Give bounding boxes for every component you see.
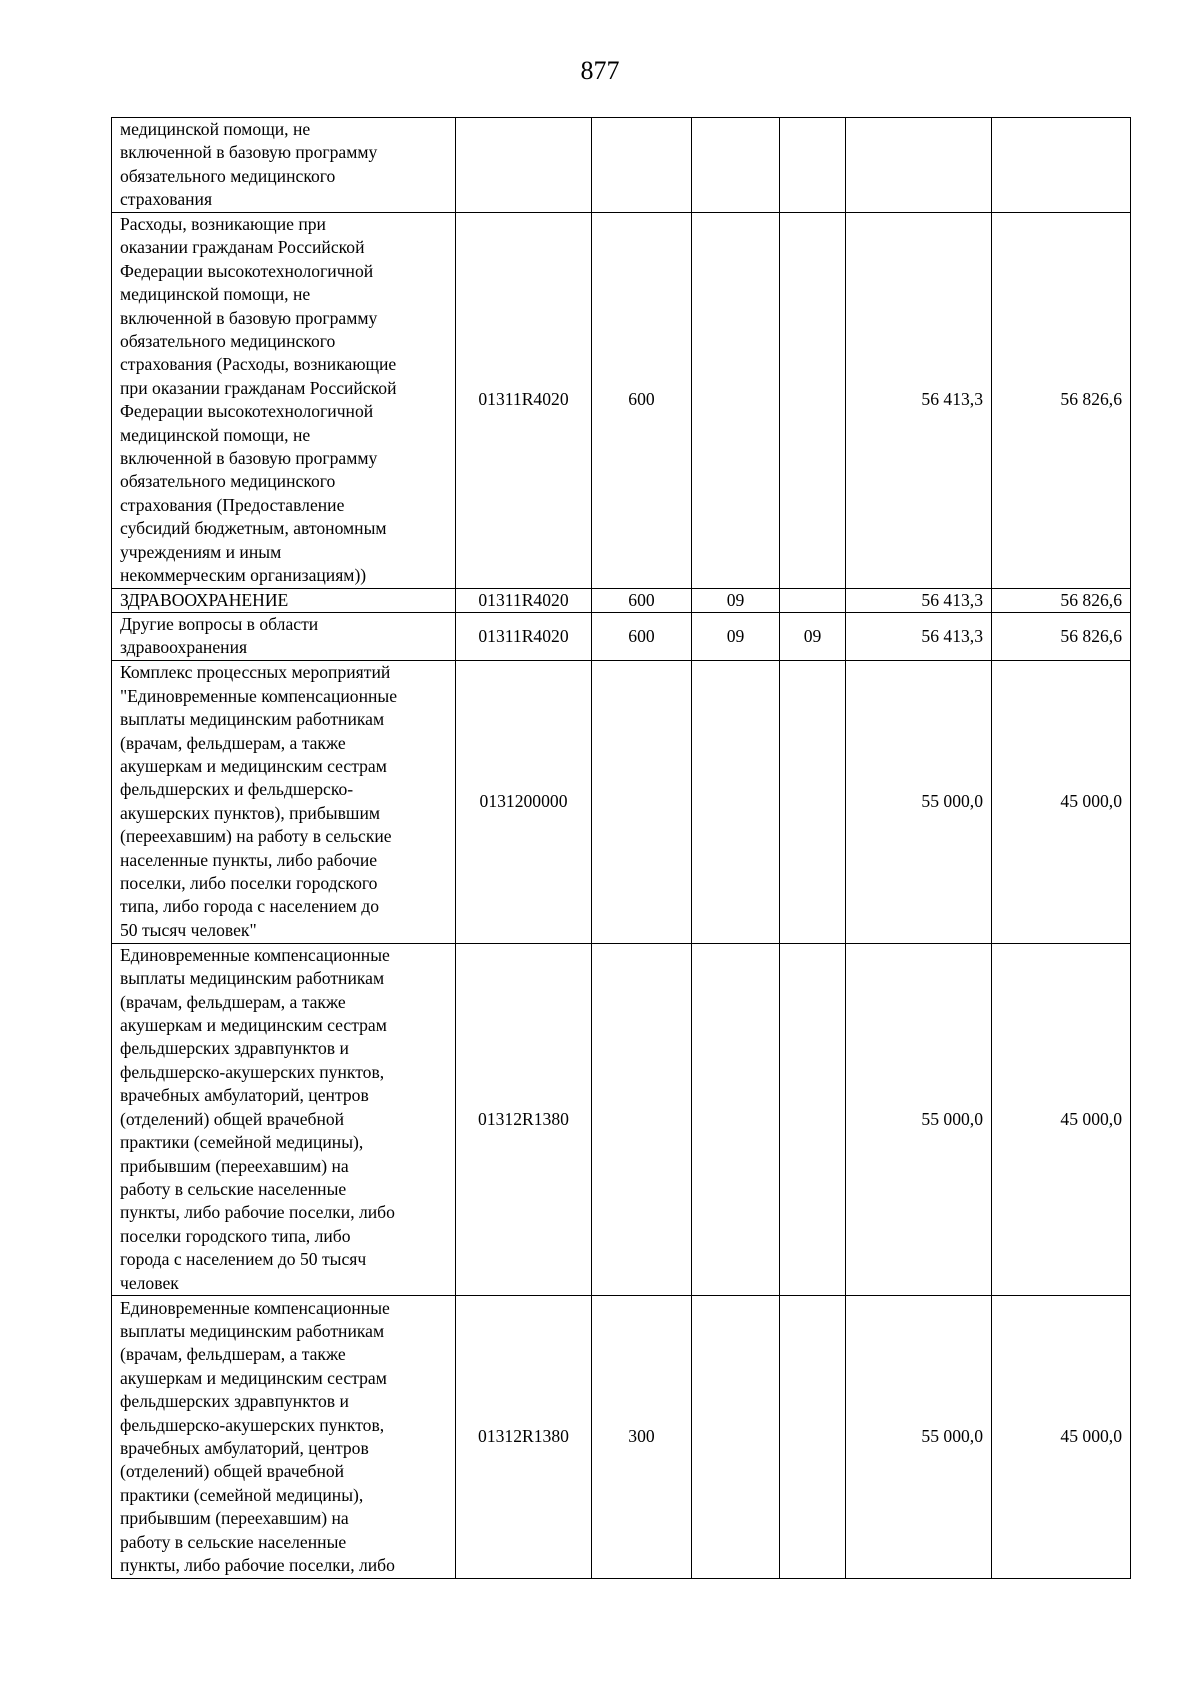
row-name: Расходы, возникающие при оказании гражданам Российской Федерации высокотехнологичной медицинской помощи, не включенной в базовую программу обязательного медицинского страхования (Расходы, возникающие при оказании гражданам Российской Федерации высокотехнологичной медицинской помощи, не включенной в базовую программу обязательного медицинского страхования (Предоставление субсидий бюджетным, автономным учреждениям и иным некоммерческим организациям)) <box>112 212 456 588</box>
section: 09 <box>692 588 780 612</box>
amount-year-1: 55 000,0 <box>846 943 992 1295</box>
target-code: 01311R4020 <box>456 212 592 588</box>
amount-year-1: 56 413,3 <box>846 613 992 661</box>
section: 09 <box>692 613 780 661</box>
amount-year-1: 56 413,3 <box>846 212 992 588</box>
expense-type <box>592 118 692 213</box>
section <box>692 1295 780 1578</box>
budget-table <box>111 117 1131 1579</box>
target-code: 0131200000 <box>456 660 592 943</box>
subsection <box>780 660 846 943</box>
amount-year-1 <box>846 118 992 213</box>
row-name: Комплекс процессных мероприятий "Единовременные компенсационные выплаты медицинским работникам (врачам, фельдшерам, а также акушеркам и медицинским сестрам фельдшерских и фельдшерско- акушерских пунктов), прибывшим (переехавшим) на работу в сельские населенные пункты, либо рабочие поселки, либо поселки городского типа, либо города с населением до 50 тысяч человек" <box>112 660 456 943</box>
expense-type: 600 <box>592 613 692 661</box>
amount-year-2: 45 000,0 <box>992 943 1131 1295</box>
expense-type <box>592 943 692 1295</box>
amount-year-2: 56 826,6 <box>992 212 1131 588</box>
target-code: 01312R1380 <box>456 1295 592 1578</box>
row-name: медицинской помощи, не включенной в базовую программу обязательного медицинского страхования <box>112 118 456 213</box>
row-name: Единовременные компенсационные выплаты медицинским работникам (врачам, фельдшерам, а также акушеркам и медицинским сестрам фельдшерских здравпунктов и фельдшерско-акушерских пунктов, врачебных амбулаторий, центров (отделений) общей врачебной практики (семейной медицины), прибывшим (переехавшим) на работу в сельские населенные пункты, либо рабочие поселки, либо поселки городского типа, либо города с населением до 50 тысяч человек <box>112 943 456 1295</box>
expense-type: 300 <box>592 1295 692 1578</box>
target-code: 01311R4020 <box>456 588 592 612</box>
table-row <box>112 1295 1131 1578</box>
amount-year-2: 45 000,0 <box>992 660 1131 943</box>
section <box>692 212 780 588</box>
amount-year-2: 56 826,6 <box>992 613 1131 661</box>
amount-year-2: 56 826,6 <box>992 588 1131 612</box>
section <box>692 660 780 943</box>
table-row <box>112 588 1131 612</box>
target-code: 01312R1380 <box>456 943 592 1295</box>
expense-type: 600 <box>592 212 692 588</box>
amount-year-1: 55 000,0 <box>846 1295 992 1578</box>
expense-type <box>592 660 692 943</box>
subsection <box>780 118 846 213</box>
row-name: ЗДРАВООХРАНЕНИЕ <box>112 588 456 612</box>
subsection <box>780 212 846 588</box>
table-row <box>112 943 1131 1295</box>
amount-year-2 <box>992 118 1131 213</box>
row-name: Другие вопросы в области здравоохранения <box>112 613 456 661</box>
page-number: 877 <box>580 56 620 85</box>
subsection <box>780 943 846 1295</box>
subsection <box>780 588 846 612</box>
amount-year-1: 55 000,0 <box>846 660 992 943</box>
row-name: Единовременные компенсационные выплаты медицинским работникам (врачам, фельдшерам, а также акушеркам и медицинским сестрам фельдшерских здравпунктов и фельдшерско-акушерских пунктов, врачебных амбулаторий, центров (отделений) общей врачебной практики (семейной медицины), прибывшим (переехавшим) на работу в сельские населенные пункты, либо рабочие поселки, либо <box>112 1295 456 1578</box>
subsection <box>780 1295 846 1578</box>
section <box>692 943 780 1295</box>
target-code <box>456 118 592 213</box>
section <box>692 118 780 213</box>
target-code: 01311R4020 <box>456 613 592 661</box>
expense-type: 600 <box>592 588 692 612</box>
amount-year-2: 45 000,0 <box>992 1295 1131 1578</box>
table-row <box>112 613 1131 661</box>
subsection: 09 <box>780 613 846 661</box>
amount-year-1: 56 413,3 <box>846 588 992 612</box>
table-row <box>112 118 1131 213</box>
table-row <box>112 660 1131 943</box>
table-row <box>112 212 1131 588</box>
